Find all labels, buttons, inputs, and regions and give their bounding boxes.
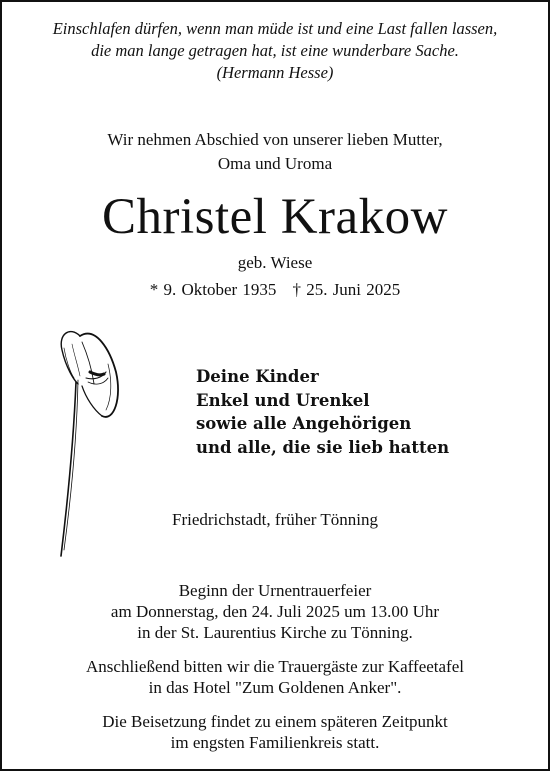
hesse-quote — [2, 18, 548, 84]
mourner-line: sowie alle Angehörigen — [196, 414, 412, 433]
mourner-line: und alle, die sie lieb hatten — [196, 437, 450, 457]
intro-line: Oma und Uroma — [217, 154, 333, 173]
burial-info — [2, 711, 548, 753]
place-line: Friedrichstadt, früher Tönning — [171, 510, 378, 529]
ceremony-line: Beginn der Urnentrauerfeier — [178, 581, 372, 600]
death-date: † 25. Juni 2025 — [292, 280, 401, 299]
mourner-line: Deine Kinder — [196, 367, 319, 386]
reception-info — [2, 656, 548, 698]
mourners-list — [196, 365, 449, 459]
ceremony-line: am Donnerstag, den 24. Juli 2025 um 13.00 Uhr — [110, 602, 440, 621]
reception-line: in das Hotel "Zum Goldenen Anker". — [148, 678, 402, 697]
life-dates — [2, 278, 548, 302]
ceremony-info — [2, 580, 548, 643]
quote-attribution: (Hermann Hesse) — [216, 63, 334, 82]
reception-line: Anschließend bitten wir die Trauergäste zur Kaffeetafel — [86, 657, 464, 676]
ceremony-line: in der St. Laurentius Kirche zu Tönning. — [137, 623, 413, 642]
mourner-line: Enkel und Urenkel — [196, 390, 370, 410]
intro-line: Wir nehmen Abschied von unserer lieben Mutter, — [107, 130, 443, 149]
birth-name: geb. Wiese — [237, 253, 313, 272]
farewell-intro — [2, 128, 548, 176]
quote-line: Einschlafen dürfen, wenn man müde ist und eine Last fallen lassen, — [52, 19, 498, 38]
burial-line: Die Beisetzung findet zu einem späteren Zeitpunkt — [102, 712, 448, 731]
burial-line: im engsten Familienkreis statt. — [170, 733, 380, 752]
birth-date: * 9. Oktober 1935 — [149, 280, 277, 299]
quote-line: die man lange getragen hat, ist eine wunderbare Sache. — [91, 41, 459, 60]
deceased-name: Christel Krakow — [101, 189, 449, 245]
service-details — [2, 580, 548, 766]
